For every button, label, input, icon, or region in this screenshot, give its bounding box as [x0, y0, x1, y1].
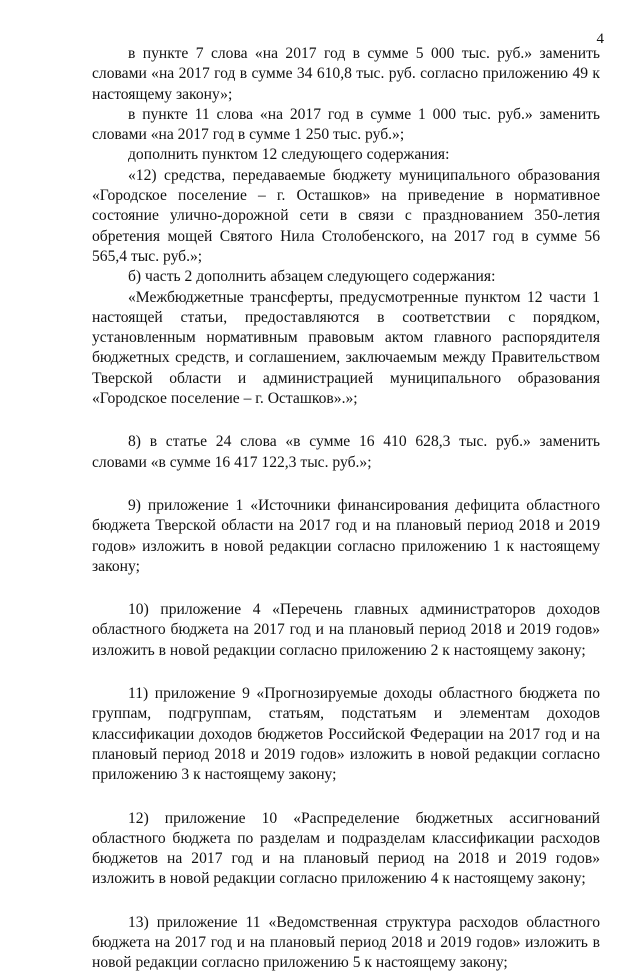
paragraph-part-2: б) часть 2 дополнить абзацем следующего содержания:	[128, 268, 496, 286]
paragraph-item-11: в пункте 11 слова «на 2017 год в сумме 1 000 тыс. руб.» заменить словами «на 2017 год в сумме 1 250 тыс. руб.»;	[92, 105, 600, 144]
spacer	[92, 577, 600, 600]
page-number: 4	[596, 31, 604, 47]
paragraph-item-7: в пункте 7 слова «на 2017 год в сумме 5 000 тыс. руб.» заменить словами «на 2017 год в сумме 34 610,8 тыс. руб. согласно приложению 49 к настоящему закону»;	[92, 45, 600, 103]
spacer	[92, 409, 600, 432]
paragraph-11: 11) приложение 9 «Прогнозируемые доходы областного бюджета по группам, подгруппам, статьям, подстатьям и элементам доходов классификации доходов бюджетов Российской Федерации на 2017 год и на плановый период 2018 и 2019 годов» изложить в новой редакции согласно приложению 3 к настоящему закону;	[92, 685, 600, 784]
paragraph-add-item-12: дополнить пунктом 12 следующего содержания:	[128, 146, 450, 164]
document-body	[92, 44, 600, 974]
paragraph-13: 13) приложение 11 «Ведомственная структура расходов областного бюджета на 2017 год и на плановый период 2018 и 2019 годов» изложить в новой редакции согласно приложению 5 к настоящему закону;	[92, 913, 600, 972]
spacer	[92, 473, 600, 496]
spacer	[92, 786, 600, 809]
paragraph-item-12-text: «12) средства, передаваемые бюджету муниципального образования «Городское поселение – г. Осташков» на приведение в нормативное состояние улично-дорожной сети в связи с празднованием 350-летия обретения мощей Святого Нила Столобенского, на 2017 год в сумме 56 565,4 тыс. руб.»;	[92, 166, 600, 265]
spacer	[92, 661, 600, 684]
paragraph-8: 8) в статье 24 слова «в сумме 16 410 628,3 тыс. руб.» заменить словами «в сумме 16 417 122,3 тыс. руб.»;	[92, 433, 600, 471]
paragraph-9: 9) приложение 1 «Источники финансирования дефицита областного бюджета Тверской области на 2017 год и на плановый период 2018 и 2019 годов» изложить в новой редакции согласно приложению 1 к настоящему закону;	[92, 496, 600, 575]
paragraph-12: 12) приложение 10 «Распределение бюджетных ассигнований областного бюджета по разделам и подразделам классификации расходов бюджетов на 2017 год и на плановый период на 2018 и 2019 годов» изложить в новой редакции согласно приложению 4 к настоящему закону;	[92, 809, 600, 888]
paragraph-transfers: «Межбюджетные трансферты, предусмотренные пунктом 12 части 1 настоящей статьи, предоставляются в соответствии с порядком, установленным нормативным правовым актом главного распорядителя бюджетных средств, и соглашением, заключаемым между Правительством Тверской области и администрацией муниципального образования «Городское поселение – г. Осташков».»;	[92, 288, 600, 408]
spacer	[92, 890, 600, 913]
paragraph-10: 10) приложение 4 «Перечень главных администраторов доходов областного бюджета на 2017 год и на плановый период 2018 и 2019 годов» изложить в новой редакции согласно приложению 2 к настоящему закону;	[92, 601, 600, 659]
